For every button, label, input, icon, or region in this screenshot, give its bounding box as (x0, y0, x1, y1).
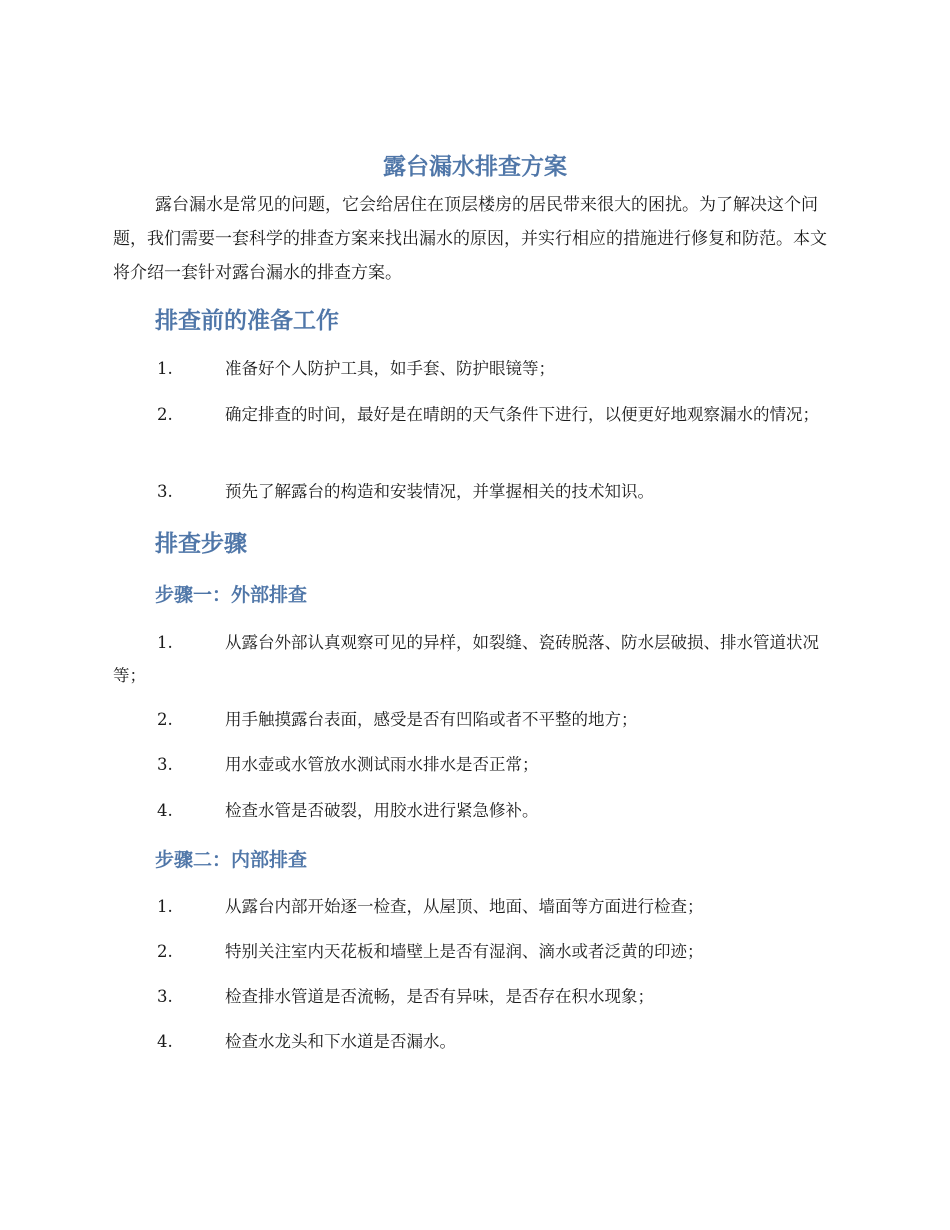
list-text: 从露台内部开始逐一检查，从屋顶、地面、墙面等方面进行检查； (225, 897, 704, 916)
list-number: 3. (157, 755, 173, 774)
section-heading-steps: 排查步骤 (155, 531, 247, 557)
list-item (113, 352, 839, 385)
list-text: 检查水龙头和下水道是否漏水。 (225, 1032, 456, 1051)
list-number: 3. (157, 482, 173, 501)
list-number: 1. (157, 897, 173, 916)
list-item (113, 935, 839, 968)
list-number: 1. (157, 359, 173, 378)
list-text: 用水壶或水管放水测试雨水排水是否正常； (225, 755, 539, 774)
list-number: 4. (157, 801, 173, 820)
list-number: 2. (157, 405, 173, 424)
list-text: 确定排查的时间，最好是在晴朗的天气条件下进行，以便更好地观察漏水的情况； (225, 405, 819, 424)
list-item (113, 890, 839, 923)
intro-paragraph: 露台漏水是常见的问题，它会给居住在顶层楼房的居民带来很大的困扰。为了解决这个问题，我们需要一套科学的排查方案来找出漏水的原因，并实行相应的措施进行修复和防范。本文将介绍一套针对露台漏水的排查方案。 (113, 195, 827, 283)
list-text: 检查排水管道是否流畅，是否有异味，是否存在积水现象； (225, 987, 654, 1006)
list-text: 预先了解露台的构造和安装情况，并掌握相关的技术知识。 (225, 482, 654, 501)
list-number: 2. (157, 710, 173, 729)
subsection-heading-step1: 步骤一：外部排查 (155, 584, 308, 606)
list-number: 4. (157, 1032, 173, 1051)
list-text: 检查水管是否破裂，用胶水进行紧急修补。 (225, 801, 539, 820)
section-heading-prep: 排查前的准备工作 (155, 308, 339, 334)
list-number: 1. (157, 633, 173, 652)
list-item (113, 703, 839, 736)
list-item (113, 626, 839, 692)
document-title: 露台漏水排查方案 (383, 154, 567, 180)
list-text: 从露台外部认真观察可见的异样，如裂缝、瓷砖脱落、防水层破损、排水管道状况等； (113, 633, 819, 685)
list-text: 特别关注室内天花板和墙壁上是否有湿润、滴水或者泛黄的印迹； (225, 942, 704, 961)
list-item (113, 980, 839, 1013)
list-item (113, 748, 839, 781)
list-text: 用手触摸露台表面，感受是否有凹陷或者不平整的地方； (225, 710, 638, 729)
list-number: 3. (157, 987, 173, 1006)
list-item (113, 398, 839, 431)
list-item (113, 794, 839, 827)
subsection-heading-step2: 步骤二：内部排查 (155, 849, 308, 871)
list-item (113, 1025, 839, 1058)
list-text: 准备好个人防护工具，如手套、防护眼镜等； (225, 359, 555, 378)
list-item (113, 475, 839, 508)
list-number: 2. (157, 942, 173, 961)
